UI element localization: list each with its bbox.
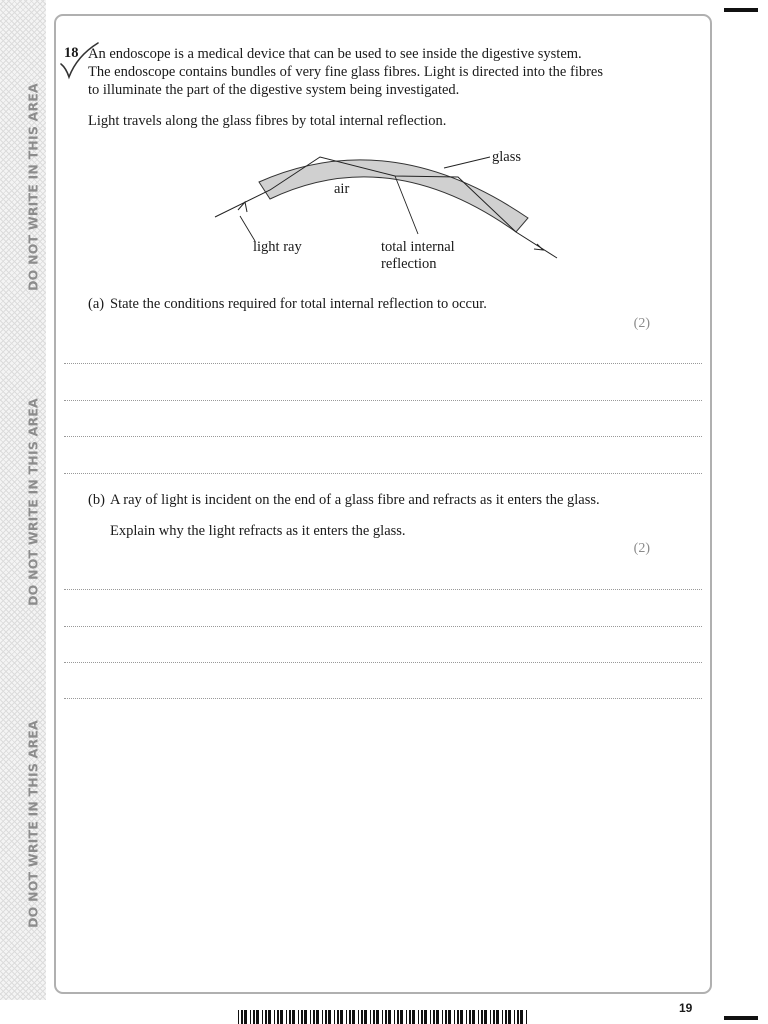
margin-warning-top: DO NOT WRITE IN THIS AREA — [25, 83, 41, 291]
label-total-internal-reflection — [381, 239, 455, 273]
alignment-mark-bottom — [724, 1016, 758, 1020]
question-stem — [88, 45, 648, 99]
answer-line-b-1[interactable] — [64, 589, 702, 590]
question-statement: Light travels along the glass fibres by total internal reflection. — [88, 113, 447, 129]
label-tir-line-2: reflection — [381, 256, 437, 272]
margin-warning-middle: DO NOT WRITE IN THIS AREA — [25, 398, 41, 606]
answer-line-a-2[interactable] — [64, 400, 702, 401]
label-air: air — [334, 181, 350, 197]
answer-line-a-1[interactable] — [64, 363, 702, 364]
barcode — [238, 1010, 530, 1024]
part-a-marks: (2) — [633, 316, 650, 331]
part-a-label: (a) — [88, 296, 105, 312]
part-b-instruction: Explain why the light refracts as it enters the glass. — [110, 523, 406, 539]
question-number: 18 — [64, 45, 79, 61]
label-light-ray: light ray — [253, 239, 302, 255]
answer-line-b-3[interactable] — [64, 662, 702, 663]
label-glass: glass — [492, 149, 521, 165]
label-tir-line-1: total internal — [381, 239, 455, 255]
stem-line-3: to illuminate the part of the digestive system being investigated. — [88, 82, 460, 98]
margin-warning-bottom: DO NOT WRITE IN THIS AREA — [25, 720, 41, 928]
answer-line-a-3[interactable] — [64, 436, 702, 437]
answer-line-a-4[interactable] — [64, 473, 702, 474]
part-b-label: (b) — [88, 492, 105, 508]
answer-line-b-2[interactable] — [64, 626, 702, 627]
part-b-text: A ray of light is incident on the end of a glass fibre and refracts as it enters the glass. — [110, 492, 600, 508]
page-number: 19 — [679, 1001, 693, 1015]
part-a-text: State the conditions required for total internal reflection to occur. — [110, 296, 487, 312]
stem-line-2: The endoscope contains bundles of very fine glass fibres. Light is directed into the fibres — [88, 64, 604, 80]
stem-line-1: An endoscope is a medical device that can be used to see inside the digestive system. — [88, 46, 582, 62]
answer-line-b-4[interactable] — [64, 698, 702, 699]
part-b-marks: (2) — [633, 541, 650, 556]
alignment-mark-top — [724, 8, 758, 12]
